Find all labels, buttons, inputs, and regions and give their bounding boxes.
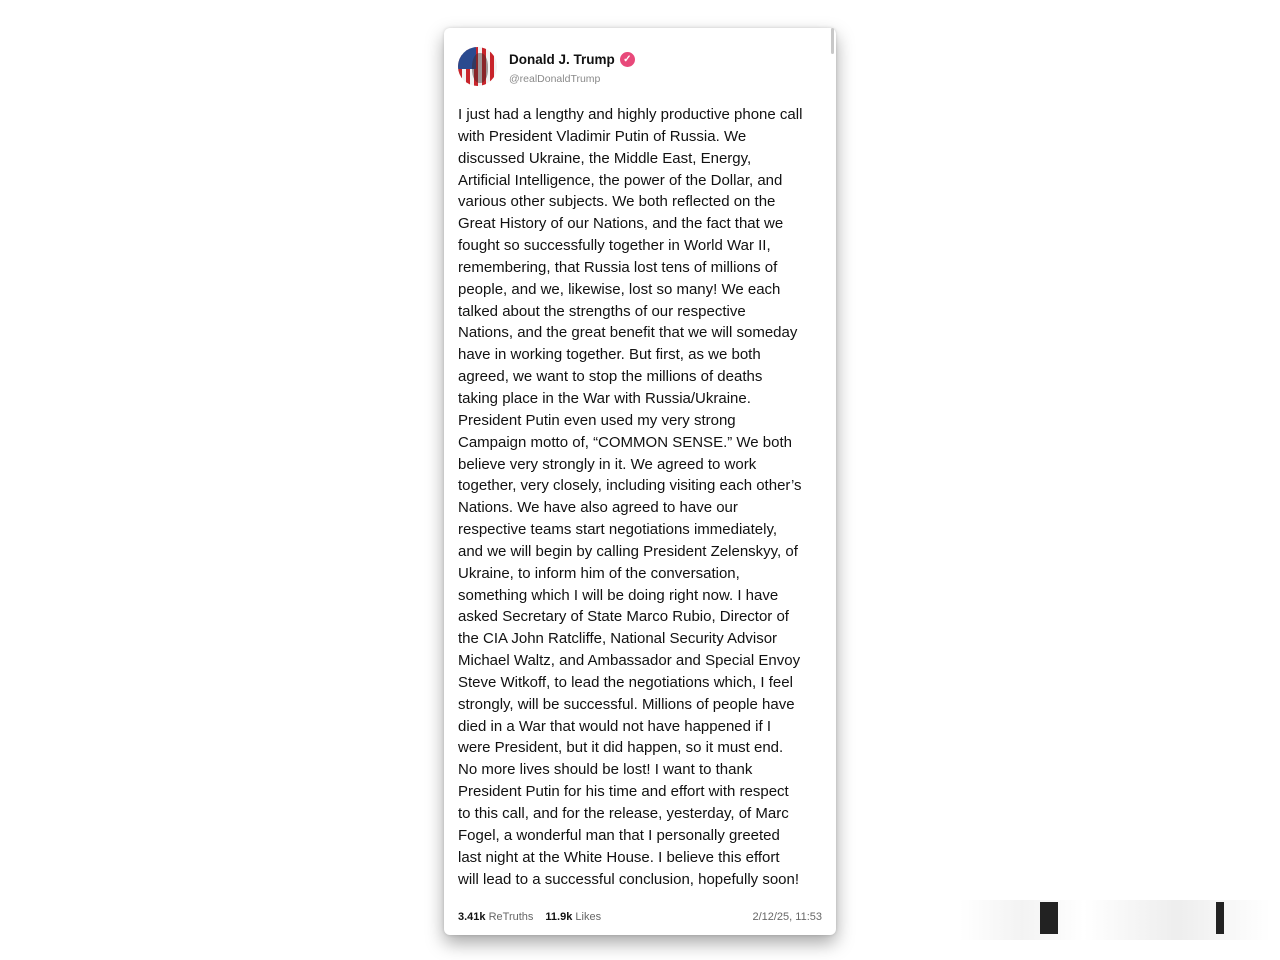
retruths-count: 3.41k bbox=[458, 911, 486, 923]
post-text-line: Artificial Intelligence, the power of the Dollar, and bbox=[458, 171, 783, 189]
avatar[interactable] bbox=[458, 47, 497, 86]
post-text-line: the CIA John Ratcliffe, National Security Advisor bbox=[458, 630, 778, 648]
author-name-row bbox=[509, 52, 635, 67]
post-text-line: Michael Waltz, and Ambassador and Special Envoy bbox=[458, 652, 801, 670]
post-text-line: various other subjects. We both reflected on the bbox=[458, 193, 776, 211]
retruths-label: ReTruths bbox=[488, 911, 534, 923]
post-text-line: Fogel, a wonderful man that I personally greeted bbox=[458, 826, 780, 844]
background-artifact-mark bbox=[1040, 902, 1058, 934]
post-text-line: people, and we, likewise, lost so many! We each bbox=[458, 280, 781, 298]
background-artifact-mark bbox=[1216, 902, 1224, 934]
post-text-line: taking place in the War with Russia/Ukraine. bbox=[458, 389, 751, 407]
post-text-line: Ukraine, to inform him of the conversation, bbox=[458, 564, 740, 582]
post-text-line: to this call, and for the release, yesterday, of Marc bbox=[458, 805, 789, 822]
author-name[interactable]: Donald J. Trump bbox=[509, 52, 615, 67]
post-text-line: Nations. We have also agreed to have our bbox=[458, 499, 738, 517]
post-text-line: died in a War that would not have happened if I bbox=[458, 717, 771, 735]
post-text-line: talked about the strengths of our respective bbox=[458, 302, 746, 320]
post-text-line: were President, but it did happen, so it must end. bbox=[458, 739, 784, 757]
post-text-line: strongly, will be successful. Millions of people have bbox=[458, 695, 795, 713]
post-text-line: Nations, and the great benefit that we will someday bbox=[458, 324, 798, 342]
post-text-line: together, very closely, including visiting each other’s bbox=[458, 477, 802, 495]
post-text-line: fought so successfully together in World War II, bbox=[458, 237, 771, 255]
likes-count: 11.9k bbox=[545, 911, 573, 923]
post-text-line: I just had a lengthy and highly productive phone call bbox=[458, 106, 803, 123]
post-text-line: remembering, that Russia lost tens of millions of bbox=[458, 258, 778, 276]
post-text-line: asked Secretary of State Marco Rubio, Director of bbox=[458, 608, 789, 626]
post-text-line: Campaign motto of, “COMMON SENSE.” We both bbox=[458, 433, 792, 451]
post-text-line: agreed, we want to stop the millions of deaths bbox=[458, 368, 763, 386]
post-text-line: last night at the White House. I believe this effort bbox=[458, 848, 780, 866]
post-footer bbox=[458, 911, 822, 923]
post-text-line: something which I will be doing right now. I have bbox=[458, 586, 779, 604]
post-text-line: President Putin for his time and effort with respect bbox=[458, 783, 789, 801]
author-handle[interactable]: @realDonaldTrump bbox=[509, 73, 601, 85]
likes-stat[interactable] bbox=[545, 911, 601, 923]
post-timestamp: 2/12/25, 11:53 bbox=[752, 911, 822, 923]
retruths-stat[interactable] bbox=[458, 911, 533, 923]
post-text-line: respective teams start negotiations immediately, bbox=[458, 521, 778, 539]
post-card bbox=[444, 28, 836, 935]
likes-label: Likes bbox=[575, 911, 602, 923]
post-text-line: and we will begin by calling President Zelenskyy, of bbox=[458, 542, 798, 560]
post-text-line: with President Vladimir Putin of Russia. We bbox=[458, 127, 747, 145]
post-text-line: No more lives should be lost! I want to thank bbox=[458, 761, 753, 779]
post-text-line: President Putin even used my very strong bbox=[458, 411, 736, 429]
scrollbar[interactable] bbox=[831, 28, 834, 54]
verified-badge-icon: ✓ bbox=[620, 52, 635, 67]
post-text-line: Great History of our Nations, and the fact that we bbox=[458, 215, 784, 233]
post-text-line: discussed Ukraine, the Middle East, Energy, bbox=[458, 149, 752, 167]
post-text-line: believe very strongly in it. We agreed to work bbox=[458, 455, 757, 473]
post-text-line: will lead to a successful conclusion, hopefully soon! bbox=[458, 870, 800, 888]
post-text-line: have in working together. But first, as we both bbox=[458, 346, 761, 364]
post-text bbox=[458, 104, 802, 890]
post-text-line: Steve Witkoff, to lead the negotiations which, I feel bbox=[458, 673, 793, 691]
